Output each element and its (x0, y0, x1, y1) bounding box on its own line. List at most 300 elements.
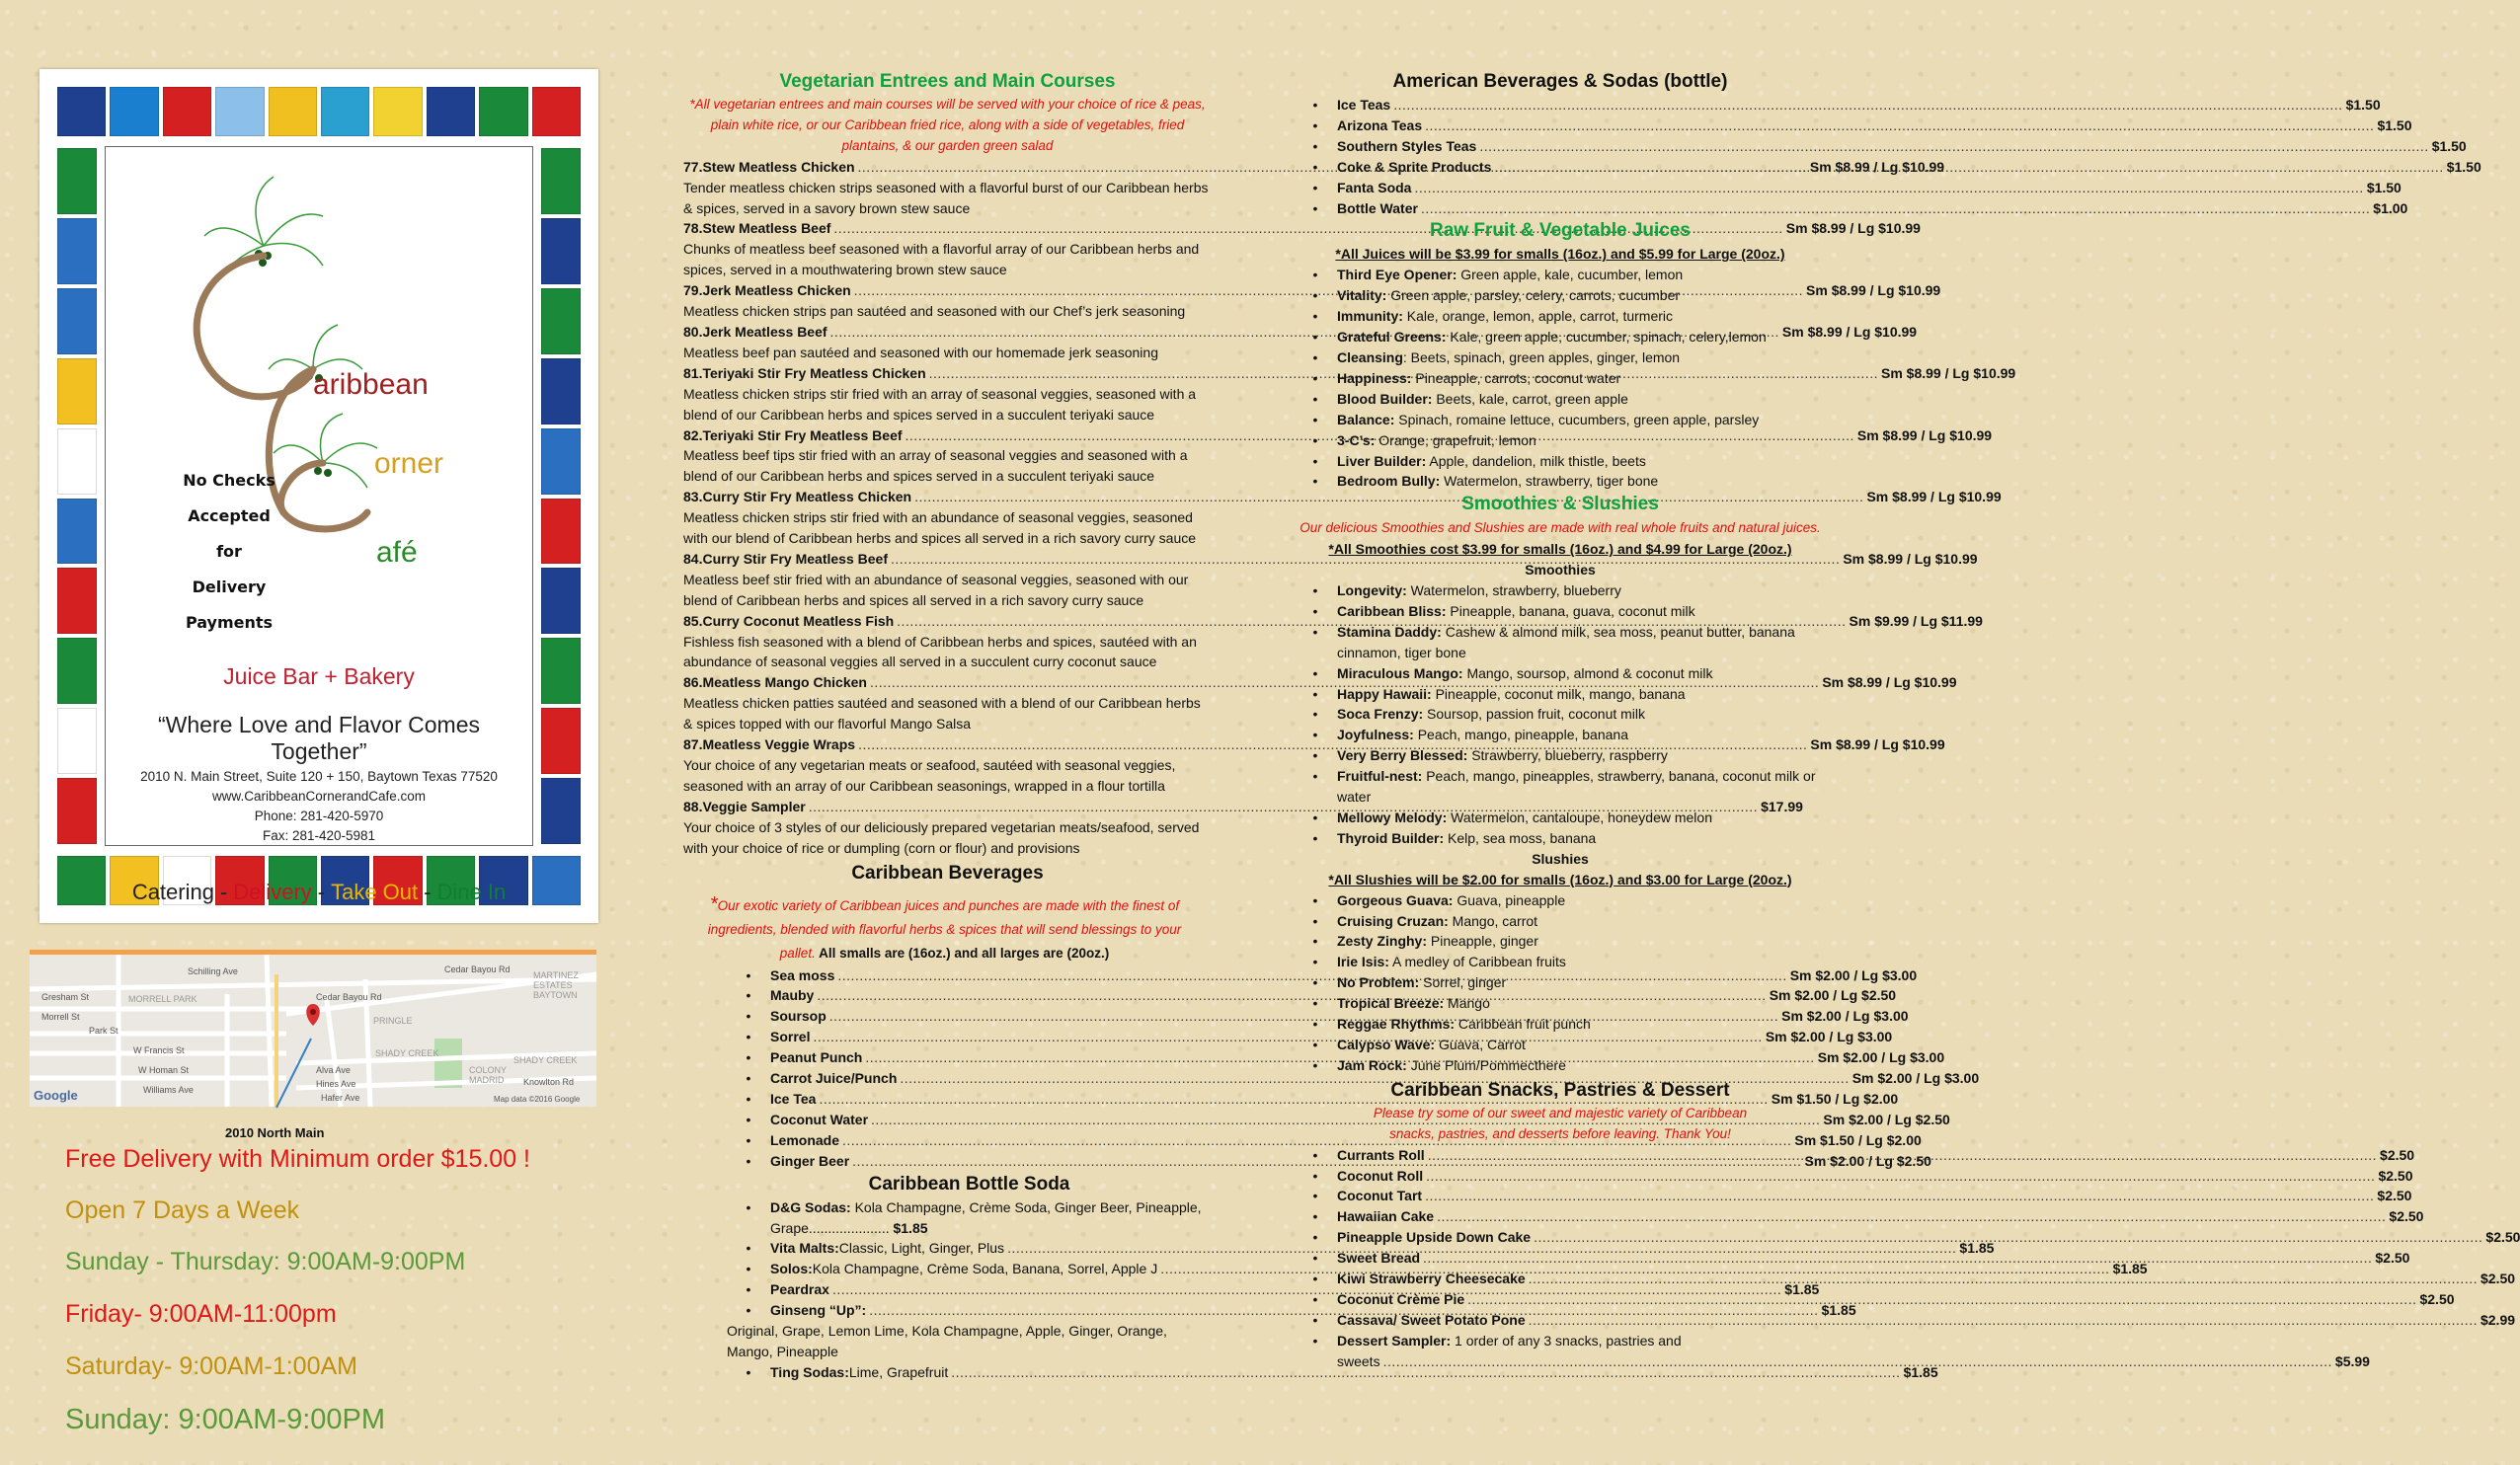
menu-item (1294, 410, 1827, 430)
map-google-logo: Google (34, 1088, 78, 1103)
menu-item (1294, 1055, 1827, 1076)
hours-sun-thu: Sunday - Thursday: 9:00AM-9:00PM (65, 1248, 466, 1275)
item-price: $1.85 (893, 1219, 928, 1236)
leader-dots (1428, 1145, 2377, 1166)
menu-item (1294, 389, 1827, 410)
juice-bar-subtitle: Juice Bar + Bakery (223, 663, 415, 689)
bullet: • (1312, 1250, 1318, 1267)
juices-list (1294, 265, 1827, 492)
item-text (1337, 306, 1827, 327)
item-name: Bedroom Bully: (1337, 473, 1441, 490)
item-description: Meatless beef pan sautéed and seasoned with our homemade jerk seasoning (683, 344, 1158, 360)
bullet: • (1312, 602, 1318, 619)
free-delivery-notice: Free Delivery with Minimum order $15.00 ! (65, 1145, 530, 1173)
item-number: 80. (683, 323, 703, 340)
item-text (1337, 622, 1827, 663)
item-price: Sm $2.00 / Lg $3.00 (1781, 1008, 1909, 1025)
item-name: Meatless Mango Chicken (702, 674, 867, 691)
bullet: • (1312, 1056, 1318, 1073)
bullet: • (1312, 891, 1318, 908)
item-number: 87. (683, 736, 703, 753)
item-name: Lemonade (770, 1131, 840, 1148)
bullet: • (746, 987, 751, 1004)
menu-item (1294, 580, 1827, 601)
section-title: Caribbean Snacks, Pastries & Dessert (1390, 1079, 1730, 1101)
item-desc: Kale, orange, lemon, apple, carrot, turmeric (1402, 308, 1674, 325)
map-label: Schilling Ave (188, 966, 238, 976)
item-price: $1.50 (2377, 116, 2412, 133)
item-text (1337, 931, 1827, 952)
item-text (1337, 704, 1827, 725)
item-name: Sweet Bread (1337, 1250, 1421, 1267)
menu-item (1294, 95, 2381, 116)
menu-item (1294, 451, 1827, 472)
item-name: Coconut Crème Pie (1337, 1290, 1465, 1307)
section-note: *All Juices will be $3.99 for smalls (16oz.) and $5.99 for Large (20oz.) (1335, 246, 1785, 263)
item-name: Miraculous Mango: (1337, 664, 1463, 681)
item-name: Cassava/ Sweet Potato Pone (1337, 1311, 1526, 1328)
item-text (1337, 451, 1827, 472)
item-text (1337, 911, 1827, 932)
item-text (1337, 972, 1827, 993)
flag-border-top (57, 87, 581, 136)
item-row (1337, 1227, 2520, 1248)
bullet: • (1312, 623, 1318, 640)
item-name: Gorgeous Guava: (1337, 891, 1454, 908)
item-description: Meatless chicken strips stir fried with an abundance of seasonal veggies, seasoned with our blend of Caribbean herbs and spices all served in a rich savory curry sauce (683, 509, 1197, 547)
item-price: Sm $8.99 / Lg $10.99 (1809, 158, 1945, 175)
phone[interactable]: Phone: 281-420-5970 (254, 809, 384, 823)
item-name: Fanta Soda (1337, 179, 1412, 195)
item-name: Peardrax (770, 1281, 829, 1298)
item-name: Zesty Zinghy: (1337, 933, 1428, 950)
section-title: American Beverages & Sodas (bottle) (1392, 71, 1728, 92)
item-text (1337, 1014, 1827, 1035)
map-label: MARTINEZ ESTATES BAYTOWN (533, 970, 579, 1000)
item-name: Liver Builder: (1337, 452, 1427, 469)
bullet: • (746, 1302, 751, 1319)
item-number: 81. (683, 364, 703, 381)
item-desc: Pineapple, ginger (1427, 933, 1538, 950)
item-description: Your choice of 3 styles of our deliciously prepared vegetarian meats/seafood, served with your choice of rice or dumpling (corn or flour) and provisions (683, 818, 1200, 856)
map-label: Hafer Ave (321, 1093, 360, 1103)
note-text: Our exotic variety of Caribbean juices and punches are made with the finest of ingredients, blended with flavorful herbs & spices that will send blessings to your pallet. (707, 897, 1182, 961)
no-checks-notice (160, 463, 298, 641)
item-text (1337, 993, 1827, 1014)
bullet: • (1312, 452, 1318, 469)
item-desc: Orange, grapefruit, lemon (1375, 431, 1536, 448)
service-take-out: Take Out (331, 880, 419, 904)
item-desc: Peach, mango, pineapples, strawberry, banana, coconut milk or water (1337, 768, 1816, 806)
item-description: Meatless beef stir fried with an abundance of seasonal veggies, seasoned with our blend of Caribbean herbs and spices all served in a rich savory curry sauce (683, 571, 1189, 608)
bullet: • (1312, 431, 1318, 448)
leader-dots (1494, 157, 2443, 178)
item-price: Sm $2.00 / Lg $3.00 (1789, 966, 1918, 983)
flyer-content (105, 146, 533, 904)
notice-line: for (216, 542, 242, 561)
leader-dots (1437, 1206, 2386, 1227)
menu-item (727, 1068, 1980, 1089)
bullet: • (746, 1008, 751, 1025)
item-text (1337, 684, 1827, 705)
item-name: Immunity: (1337, 308, 1403, 325)
item-name: Peanut Punch (770, 1049, 863, 1066)
item-text (1337, 389, 1827, 410)
bullet: • (1312, 995, 1318, 1012)
bullet: • (746, 1111, 751, 1127)
menu-item (1294, 931, 1827, 952)
smoothies-list (1294, 580, 1827, 849)
item-desc: Cashew & almond milk, sea moss, peanut butter, banana cinnamon, tiger bone (1337, 623, 1795, 660)
item-row (1337, 1145, 2414, 1166)
website[interactable]: www.CaribbeanCornerandCafe.com (211, 789, 427, 804)
bullet: • (746, 1131, 751, 1148)
menu-item (1294, 952, 1827, 972)
item-name: D&G Sodas: (770, 1198, 851, 1215)
item-desc: Green apple, parsley, celery, carrots, cucumber (1386, 287, 1681, 304)
restaurant-flyer (39, 69, 598, 923)
map-label: Alva Ave (316, 1065, 351, 1075)
bullet: • (746, 1029, 751, 1045)
item-price: $1.85 (1821, 1302, 1856, 1319)
item-row (1337, 136, 2467, 157)
bullet: • (1312, 1036, 1318, 1052)
item-name: Jerk Meatless Chicken (702, 282, 851, 299)
bullet: • (1312, 747, 1318, 764)
bullet: • (1312, 1290, 1318, 1307)
item-price: Sm $9.99 / Lg $11.99 (1849, 612, 1983, 629)
item-row (1337, 1186, 2411, 1206)
subsection-title: Smoothies (1525, 562, 1596, 578)
location-map[interactable] (30, 950, 596, 1107)
section-title: Caribbean Beverages (851, 862, 1044, 884)
menu-item (1294, 265, 1827, 285)
item-text (1337, 745, 1827, 766)
map-label: Williams Ave (143, 1085, 194, 1095)
item-text (1337, 347, 1827, 368)
item-name: Sorrel (770, 1029, 811, 1045)
leader-dots (1425, 116, 2374, 136)
item-name: Mellowy Melody: (1337, 810, 1448, 825)
item-name: Soursop (770, 1008, 827, 1025)
hours-sunday: Sunday: 9:00AM-9:00PM (65, 1404, 386, 1435)
bullet: • (1312, 829, 1318, 846)
bullet: • (1312, 912, 1318, 929)
item-name: Arizona Teas (1337, 116, 1423, 133)
bullet: • (746, 1240, 751, 1257)
item-name: Ting Sodas: (770, 1363, 849, 1380)
map-caption: 2010 North Main (225, 1125, 325, 1140)
fax: Fax: 281-420-5981 (262, 828, 376, 843)
item-desc: June Plum/Pommecthere (1406, 1056, 1566, 1073)
item-desc: Mango, carrot (1448, 912, 1538, 929)
item-text (1337, 410, 1827, 430)
section-title: Raw Fruit & Vegetable Juices (1430, 220, 1691, 242)
section-note (689, 892, 1200, 965)
bullet: • (1312, 348, 1318, 365)
item-desc: Caribbean fruit punch (1455, 1016, 1591, 1033)
item-row (1337, 157, 2481, 178)
bullet: • (1312, 411, 1318, 427)
menu-item (1294, 285, 1827, 306)
bullet: • (1312, 97, 1318, 113)
item-name: Coconut Tart (1337, 1188, 1423, 1204)
item-name: Ginseng “Up”: (770, 1302, 867, 1319)
item-desc: Spinach, romaine lettuce, cucumbers, green apple, parsley (1394, 411, 1760, 427)
item-name: Coconut Water (770, 1111, 869, 1127)
item-price: $2.99 (2480, 1311, 2516, 1328)
menu-item (1294, 1206, 2424, 1227)
menu-item (1294, 430, 1827, 451)
bullet: • (746, 1152, 751, 1169)
menu-item (1294, 684, 1827, 705)
item-number: 83. (683, 489, 703, 505)
bullet: • (1312, 308, 1318, 325)
item-row (1337, 1166, 2413, 1187)
leader-dots (1414, 178, 2363, 198)
item-price: Sm $1.50 / Lg $2.00 (1794, 1131, 1922, 1148)
bullet: • (1312, 1208, 1318, 1225)
item-name: Reggae Rhythms: (1337, 1016, 1456, 1033)
services-line: Catering - Delivery - Take Out - Dine In (131, 880, 507, 904)
menu-item (1294, 198, 2408, 219)
item-number: 78. (683, 220, 703, 237)
item-row (1337, 1310, 2515, 1331)
item-desc: Mango, soursop, almond & coconut milk (1462, 664, 1713, 681)
item-row (1337, 1206, 2423, 1227)
bullet: • (746, 1049, 751, 1066)
item-price: Sm $2.00 / Lg $2.50 (1804, 1152, 1931, 1169)
item-description: Meatless chicken patties sautéed and seasoned with a blend of our Caribbean herbs & spices topped with our flavorful Mango Salsa (683, 695, 1201, 732)
item-desc: Watermelon, strawberry, blueberry (1406, 582, 1621, 599)
item-name: Meatless Veggie Wraps (702, 736, 856, 753)
flag-border-right (541, 148, 581, 844)
item-name: Carrot Juice/Punch (770, 1070, 898, 1087)
bullet: • (1312, 810, 1318, 825)
tagline: “Where Love and Flavor Comes Together” (158, 712, 480, 764)
item-price: $2.50 (2380, 1146, 2415, 1163)
item-text (1337, 471, 1827, 492)
menu-item (1294, 347, 1827, 368)
item-name: Grateful Greens: (1337, 329, 1447, 346)
item-number: 86. (683, 674, 703, 691)
leader-dots (1534, 1227, 2482, 1248)
item-number: 85. (683, 612, 703, 629)
item-price: Sm $2.00 / Lg $2.50 (1823, 1111, 1950, 1127)
menu-item (1294, 1186, 2412, 1206)
menu-item (1294, 745, 1827, 766)
item-text (1337, 890, 1827, 911)
item-row (1337, 95, 2381, 116)
item-desc: Kale, green apple, cucumber, spinach, celery,lemon (1446, 329, 1767, 346)
item-desc: Watermelon, cantaloupe, honeydew melon (1447, 810, 1712, 825)
leader-dots (1425, 1186, 2374, 1206)
item-price: $2.50 (2377, 1188, 2412, 1204)
item-text (1337, 368, 1827, 389)
item-desc: Apple, dandelion, milk thistle, beets (1426, 452, 1646, 469)
bullet: • (1312, 199, 1318, 216)
bullet: • (1312, 954, 1318, 970)
item-desc: : Beets, spinach, green apples, ginger, lemon (1402, 348, 1681, 365)
item-desc: sweets (1337, 1352, 1380, 1369)
item-row (1337, 1248, 2409, 1269)
item-price: $1.50 (2366, 179, 2402, 195)
item-name: Vitality: (1337, 287, 1387, 304)
item-name: Mauby (770, 987, 815, 1004)
item-name: Blood Builder: (1337, 390, 1433, 407)
item-price: Sm $1.50 / Lg $2.00 (1771, 1090, 1899, 1107)
bullet: • (1312, 369, 1318, 386)
item-text (1337, 725, 1827, 745)
item-name: Fruitful-nest: (1337, 768, 1423, 785)
item-price: $2.50 (2389, 1208, 2424, 1225)
note-price: *All Smoothies cost $3.99 for smalls (16oz.) and $4.99 for Large (20oz.) (1328, 541, 1792, 558)
bullet: • (1312, 933, 1318, 950)
item-price: $2.50 (2378, 1167, 2413, 1184)
logo-word-caribbean: aribbean (313, 368, 429, 401)
item-price: Sm $8.99 / Lg $10.99 (1856, 426, 1993, 443)
item-text (1337, 828, 1827, 849)
menu-item: • Dessert Sampler: 1 order of any 3 snacks, pastries and sweets ..... $5.99 (1294, 1331, 1827, 1372)
item-text (1337, 580, 1827, 601)
slushies-list (1294, 890, 1827, 1076)
service-catering: Catering (131, 880, 214, 904)
item-number: 77. (683, 158, 703, 175)
item-price: $2.50 (2481, 1271, 2516, 1287)
item-name: Calypso Wave: (1337, 1036, 1436, 1052)
bullet: • (1312, 1016, 1318, 1033)
notice-line: Accepted (188, 506, 271, 525)
item-name: 3-C’s: (1337, 431, 1376, 448)
menu-item (1294, 601, 1827, 622)
hours-friday: Friday- 9:00AM-11:00pm (65, 1300, 337, 1328)
item-price: $1.85 (1903, 1363, 1938, 1380)
item-price: $1.50 (2345, 97, 2381, 113)
item-name: Solos: (770, 1261, 813, 1277)
item-name: Third Eye Opener: (1337, 267, 1457, 283)
map-label: Morrell St (41, 1012, 80, 1022)
item-desc: Guava, pineapple (1453, 891, 1566, 908)
bullet: • (1312, 1167, 1318, 1184)
bullet: • (746, 966, 751, 983)
menu-item (1294, 972, 1827, 993)
menu-item (1294, 828, 1827, 849)
bullet: • (1312, 768, 1318, 785)
item-price: Sm $2.00 / Lg $3.00 (1851, 1070, 1980, 1087)
item-name: Sea moss (770, 966, 835, 983)
item-text (1337, 601, 1827, 622)
item-name: Teriyaki Stir Fry Meatless Beef (702, 426, 903, 443)
item-name: Curry Coconut Meatless Fish (702, 612, 895, 629)
item-price: Sm $8.99 / Lg $10.99 (1806, 282, 1941, 299)
item-name: Very Berry Blessed: (1337, 747, 1468, 764)
item-desc: Pineapple, banana, guava, coconut milk (1446, 602, 1695, 619)
logo-word-cafe: afé (376, 536, 418, 569)
menu-item (727, 1130, 1922, 1151)
bullet: • (1312, 267, 1318, 283)
item-number: 88. (683, 798, 703, 814)
item-description: Your choice of any vegetarian meats or seafood, sautéed with seasonal veggies, seasoned with an array of our Caribbean seasonings, wrapped in a flour tortilla (683, 757, 1176, 794)
note-asterisk: * (709, 892, 718, 915)
item-price: $17.99 (1761, 798, 1803, 814)
menu-item (1294, 663, 1827, 684)
menu-item (1294, 1035, 1827, 1055)
item-text (1337, 766, 1827, 808)
item-name: Curry Stir Fry Meatless Beef (702, 550, 888, 567)
bullet: • (746, 1090, 751, 1107)
service-delivery: Delivery (233, 880, 312, 904)
item-description: Meatless chicken strips stir fried with an array of seasonal veggies, seasoned with a blend of our Caribbean herbs and spices served in a succulent teriyaki sauce (683, 385, 1197, 423)
item-name: No Problem: (1337, 974, 1420, 991)
item-name: Vita Malts: (770, 1240, 839, 1257)
menu-item (1294, 704, 1827, 725)
item-name: Dessert Sampler: (1337, 1332, 1452, 1349)
address: 2010 N. Main Street, Suite 120 + 150, Baytown Texas 77520 (140, 769, 498, 784)
menu-item (1294, 136, 2467, 157)
menu-item (1294, 1289, 2455, 1310)
item-name: Stamina Daddy: (1337, 623, 1442, 640)
section-note: *All Slushies will be $2.00 for smalls (16oz.) and $3.00 for Large (20oz.) (1328, 871, 1792, 887)
item-desc: Kelp, sea moss, banana (1444, 829, 1597, 846)
item-name: Veggie Sampler (702, 798, 806, 814)
item-price: $1.85 (2112, 1261, 2148, 1277)
item-name: Coconut Roll (1337, 1167, 1424, 1184)
map-label: Cedar Bayou Rd (444, 964, 511, 974)
map-label: W Francis St (133, 1045, 185, 1055)
bullet: • (746, 1070, 751, 1087)
map-label: Gresham St (41, 992, 90, 1002)
item-price: $2.50 (2375, 1250, 2410, 1267)
item-price: Sm $2.00 / Lg $2.50 (1769, 987, 1897, 1004)
menu-item (1294, 911, 1827, 932)
item-desc: Kola Champagne, Crème Soda, Banana, Sorrel, Apple J (812, 1261, 1158, 1277)
item-name: Irie Isis: (1337, 954, 1389, 970)
item-description: Tender meatless chicken strips seasoned with a flavorful burst of our Caribbean herbs & spices, served in a savory brown stew sauce (683, 179, 1209, 216)
bullet: • (1312, 1229, 1318, 1246)
bullet: • (746, 1281, 751, 1298)
menu-item (1294, 1014, 1827, 1035)
item-desc: Sorrel, ginger (1419, 974, 1507, 991)
item-name: Kiwi Strawberry Cheesecake (1337, 1271, 1526, 1287)
item-name: Ice Teas (1337, 97, 1391, 113)
item-price: Sm $8.99 / Lg $10.99 (1822, 674, 1957, 691)
leader-dots (1393, 95, 2342, 116)
menu-item (1294, 725, 1827, 745)
leader-dots (1421, 198, 2370, 219)
notice-line: Delivery (192, 578, 267, 596)
section-note: *All vegetarian entrees and main courses will be served with your choice of rice & peas, plain white rice, or our Caribbean fried rice, along with a side of vegetables, fried plantains, & our garden green salad (689, 97, 1206, 153)
item-price: Sm $8.99 / Lg $10.99 (1866, 489, 2002, 505)
section-title: Smoothies & Slushies (1461, 494, 1659, 515)
item-price: Sm $8.99 / Lg $10.99 (1843, 550, 1978, 567)
bullet: • (1312, 685, 1318, 702)
item-number: 79. (683, 282, 703, 299)
item-desc: Green apple, kale, cucumber, lemon (1457, 267, 1684, 283)
item-name: Currants Roll (1337, 1146, 1425, 1163)
item-desc: Classic, Light, Ginger, Plus (838, 1240, 1005, 1257)
item-text (1337, 285, 1827, 306)
item-name: Ice Tea (770, 1090, 817, 1107)
item-price: $1.00 (2373, 199, 2408, 216)
item-text (1337, 430, 1827, 451)
item-name: Thyroid Builder: (1337, 829, 1445, 846)
menu-item (1294, 178, 2402, 198)
item-text (1337, 327, 1827, 347)
item-name: Stew Meatless Beef (702, 220, 831, 237)
item-row (1337, 198, 2407, 219)
open-days: Open 7 Days a Week (65, 1196, 300, 1224)
menu-item (1294, 1227, 2520, 1248)
